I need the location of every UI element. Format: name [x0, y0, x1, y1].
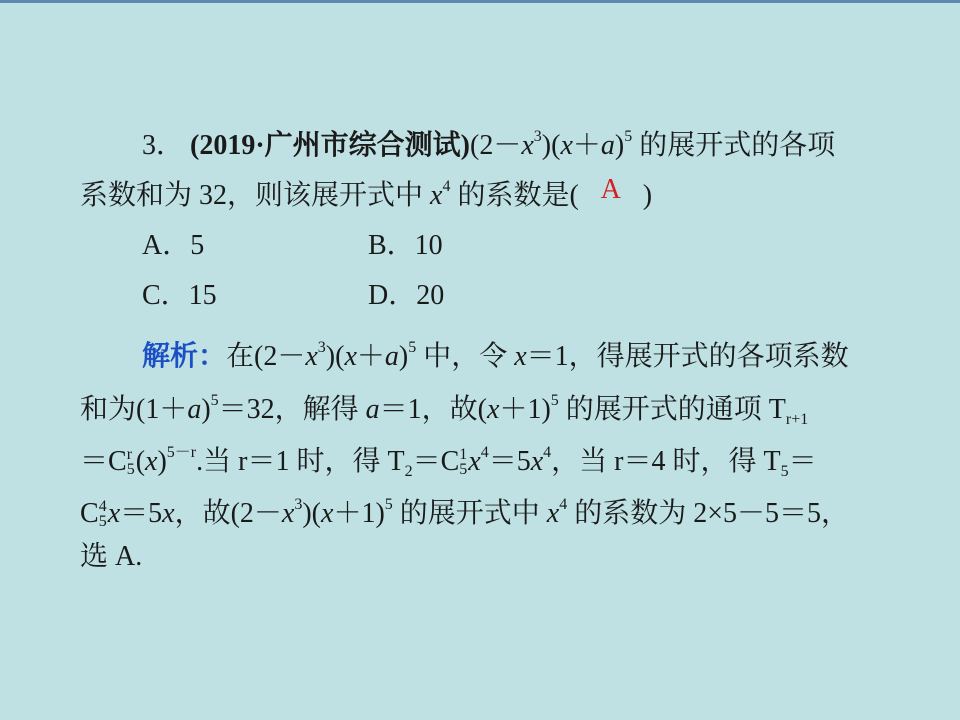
var-a: a [600, 130, 615, 161]
solution-text: ＝ [788, 446, 817, 477]
solution-text: ＋1) [333, 498, 385, 529]
question-text: 系数和为 32，则该展开式中 [80, 180, 431, 211]
binomial-top: 1 [459, 445, 468, 463]
binomial-top: 4 [98, 497, 107, 515]
expr-part: ) [614, 130, 625, 161]
solution-text: ＋ [356, 341, 385, 372]
solution-text: ，当 r＝4 时，得 T [551, 446, 781, 477]
exponent: 4 [559, 496, 568, 513]
solution-text: 的展开式中 [392, 498, 547, 529]
top-border-line [0, 0, 960, 3]
solution-text: C [80, 498, 99, 529]
option-b: B．10 [368, 230, 443, 261]
binomial-index [99, 499, 107, 529]
solution-line-4 [80, 494, 849, 538]
solution-text: 的展开式的通项 T [558, 394, 786, 425]
question-source: (2019·广州市综合测试) [190, 130, 471, 161]
var-x: x [145, 446, 158, 477]
var-x: x [514, 341, 527, 372]
solution-heading: 解析： [142, 341, 227, 372]
solution-text: ( [135, 446, 146, 477]
solution-text: )( [325, 341, 345, 372]
solution-text: ，故(2－ [174, 498, 282, 529]
binomial-bottom: 5 [459, 460, 468, 478]
binomial-index [127, 447, 135, 477]
exponent: 3 [294, 496, 303, 513]
subscript: r+1 [785, 411, 809, 428]
answer-mark: A [600, 174, 621, 205]
expr-part: (2－ [470, 130, 522, 161]
exponent: 5 [384, 496, 393, 513]
var-x: x [344, 341, 357, 372]
solution-text: ＝5 [488, 446, 531, 477]
binomial-bottom: 5 [126, 460, 135, 478]
solution-text: 的系数为 2×5－5＝5， [567, 498, 850, 529]
var-x: x [430, 180, 443, 211]
binomial-top: r [126, 445, 133, 463]
exponent: 5 [210, 392, 219, 409]
var-x: x [107, 498, 121, 529]
exponent: 3 [317, 339, 326, 356]
var-x: x [521, 130, 534, 161]
solution-text: ＝1，故( [379, 394, 487, 425]
solution-text: 中，令 [416, 341, 515, 372]
exponent: 5－r [166, 444, 197, 461]
question-text: 的系数是( [450, 180, 579, 211]
exponent: 4 [543, 444, 552, 461]
option-d: D．20 [368, 280, 445, 311]
solution-text: 在(2－ [226, 341, 306, 372]
expr-part: )( [541, 130, 561, 161]
var-a: a [384, 341, 399, 372]
var-a: a [187, 394, 202, 425]
var-x: x [560, 130, 573, 161]
var-x: x [162, 498, 175, 529]
solution-text: )( [302, 498, 321, 529]
solution-line-5 [80, 537, 142, 577]
solution-text: ＝1，得展开式的各项系数 [526, 341, 849, 372]
var-x: x [546, 498, 560, 529]
solution-text: ) [201, 394, 211, 425]
var-x: x [321, 498, 334, 529]
var-x: x [305, 341, 318, 372]
solution-text: ) [398, 341, 409, 372]
solution-text: 选 A. [80, 541, 143, 572]
question-number: 3． [142, 130, 185, 161]
solution-text: 和为(1＋ [80, 394, 188, 425]
solution-text: ＝C [80, 446, 127, 477]
var-x: x [281, 498, 295, 529]
solution-line-3 [80, 442, 817, 486]
exponent: 5 [624, 128, 633, 145]
exponent: 4 [480, 444, 489, 461]
question-text: ) [642, 180, 653, 211]
var-a: a [365, 394, 380, 425]
solution-line-1 [142, 337, 849, 381]
solution-line-2 [80, 390, 808, 434]
option-a: A．5 [142, 230, 205, 261]
exponent: 4 [442, 178, 451, 195]
question-text: 的展开式的各项 [632, 130, 836, 161]
solution-text: ＝C [412, 446, 460, 477]
exponent: 5 [408, 339, 417, 356]
question-line-2 [80, 176, 652, 220]
question-line-1 [142, 126, 835, 170]
solution-text: ＝32，解得 [218, 394, 366, 425]
solution-text: .当 r＝1 时，得 T [196, 446, 405, 477]
var-x: x [530, 446, 544, 477]
subscript: 2 [404, 463, 413, 480]
var-x: x [468, 446, 481, 477]
solution-text: ＝5 [120, 498, 163, 529]
exponent: 3 [533, 128, 542, 145]
binomial-bottom: 5 [98, 512, 107, 530]
subscript: 5 [780, 463, 789, 480]
var-x: x [487, 394, 500, 425]
solution-text: ) [157, 446, 167, 477]
expr-part: ＋ [572, 130, 601, 161]
binomial-index [459, 447, 467, 477]
exponent: 5 [550, 392, 559, 409]
option-c: C．15 [142, 280, 217, 311]
solution-text: ＋1) [499, 394, 551, 425]
